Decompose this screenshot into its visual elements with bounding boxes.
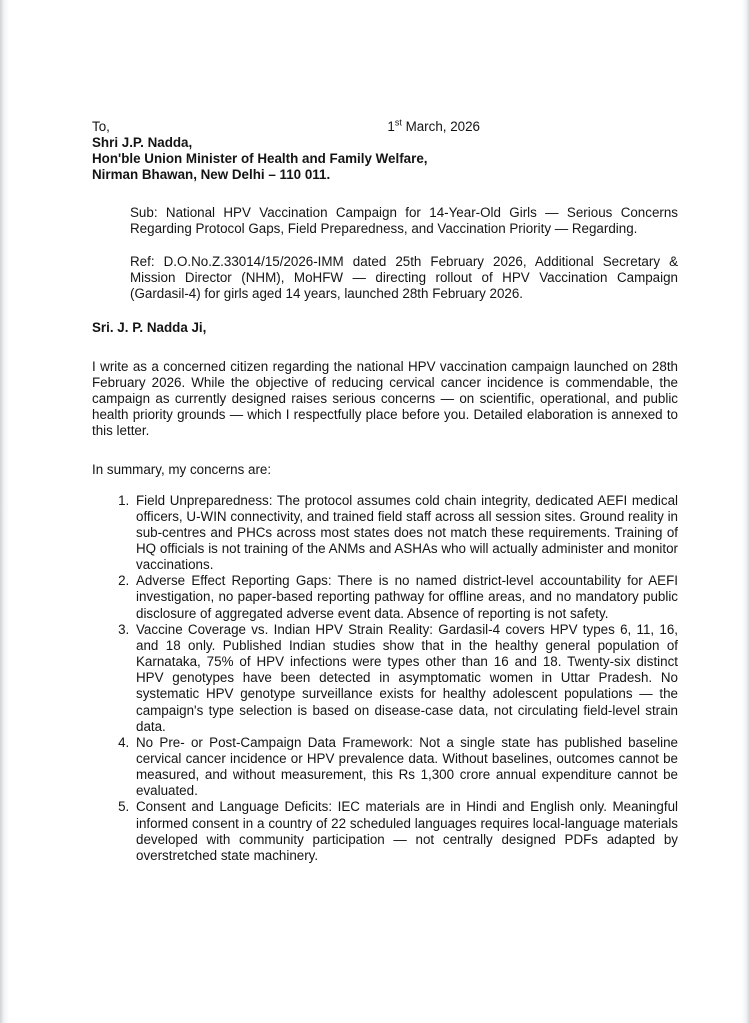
letter-date-rest: March, 2026 <box>401 119 480 134</box>
reference-line: Ref: D.O.No.Z.33014/15/2026-IMM dated 25th February 2026, Additional Secretary & Mission Director (NHM), MoHFW — directing rollout of HPV Vaccination Campaign (Gardasil-4) for girls aged 14 years, launched 28th February 2026. <box>130 253 678 302</box>
letter-date-ordinal: st <box>394 117 402 128</box>
recipient-name: Shri J.P. Nadda, <box>92 135 193 151</box>
letter-date-day: 1 <box>387 119 395 134</box>
page-edge-shadow-right <box>741 0 750 1023</box>
recipient-address: Nirman Bhawan, New Delhi – 110 011. <box>92 167 331 183</box>
concern-item-vaccine-coverage: 3. Vaccine Coverage vs. Indian HPV Strain Reality: Gardasil-4 covers HPV types 6, 11, 16, and 18 only. Published Indian studies show that in the healthy general population of Karnataka, 75% of HPV infections were types other than 16 and 18. Twenty-six distinct HPV genotypes have been detected in asymptomatic women in Uttar Pradesh. No systematic HPV genotype surveillance exists for healthy adolescent populations — the campaign's type selection is based on disease-case data, not circulating field-level strain data. <box>133 622 678 735</box>
page-edge-shadow-left <box>0 0 9 1023</box>
recipient-title: Hon'ble Union Minister of Health and Family Welfare, <box>92 151 428 167</box>
letter-header-row <box>92 119 678 135</box>
summary-lead: In summary, my concerns are: <box>92 462 272 478</box>
concern-item-data-framework: 4. No Pre- or Post-Campaign Data Framework: Not a single state has published baseline cervical cancer incidence or HPV prevalence data. Without baselines, outcomes cannot be measured, and without measurement, this Rs 1,300 crore annual expenditure cannot be evaluated. <box>133 735 678 800</box>
concern-item-adverse-effect-reporting: 2. Adverse Effect Reporting Gaps: There is no named district-level accountability for AEFI investigation, no paper-based reporting pathway for offline areas, and no mandatory public disclosure of aggregated adverse event data. Absence of reporting is not safety. <box>133 573 678 621</box>
concern-item-consent-language: 5. Consent and Language Deficits: IEC materials are in Hindi and English only. Meaningful informed consent in a country of 22 scheduled languages requires local-language materials developed with community participation — not centrally designed PDFs adapted by overstretched state machinery. <box>133 799 678 864</box>
recipient-to: To, <box>92 119 110 134</box>
subject-line: Sub: National HPV Vaccination Campaign for 14-Year-Old Girls — Serious Concerns Regarding Protocol Gaps, Field Preparedness, and Vaccination Priority — Regarding. <box>130 204 678 236</box>
intro-paragraph: I write as a concerned citizen regarding the national HPV vaccination campaign launched on 28th February 2026. While the objective of reducing cervical cancer incidence is commendable, the campaign as currently designed raises serious concerns — on scientific, operational, and public health priority grounds — which I respectfully place before you. Detailed elaboration is annexed to this letter. <box>92 358 678 439</box>
letter-date <box>387 119 480 135</box>
greeting: Sri. J. P. Nadda Ji, <box>92 320 207 336</box>
concern-item-field-unpreparedness: 1. Field Unpreparedness: The protocol assumes cold chain integrity, dedicated AEFI medical officers, U-WIN connectivity, and trained field staff across all session sites. Ground reality in sub-centres and PHCs across most states does not match these requirements. Training of HQ officials is not training of the ANMs and ASHAs who will actually administer and monitor vaccinations. <box>133 493 678 574</box>
concerns-list <box>92 493 678 865</box>
